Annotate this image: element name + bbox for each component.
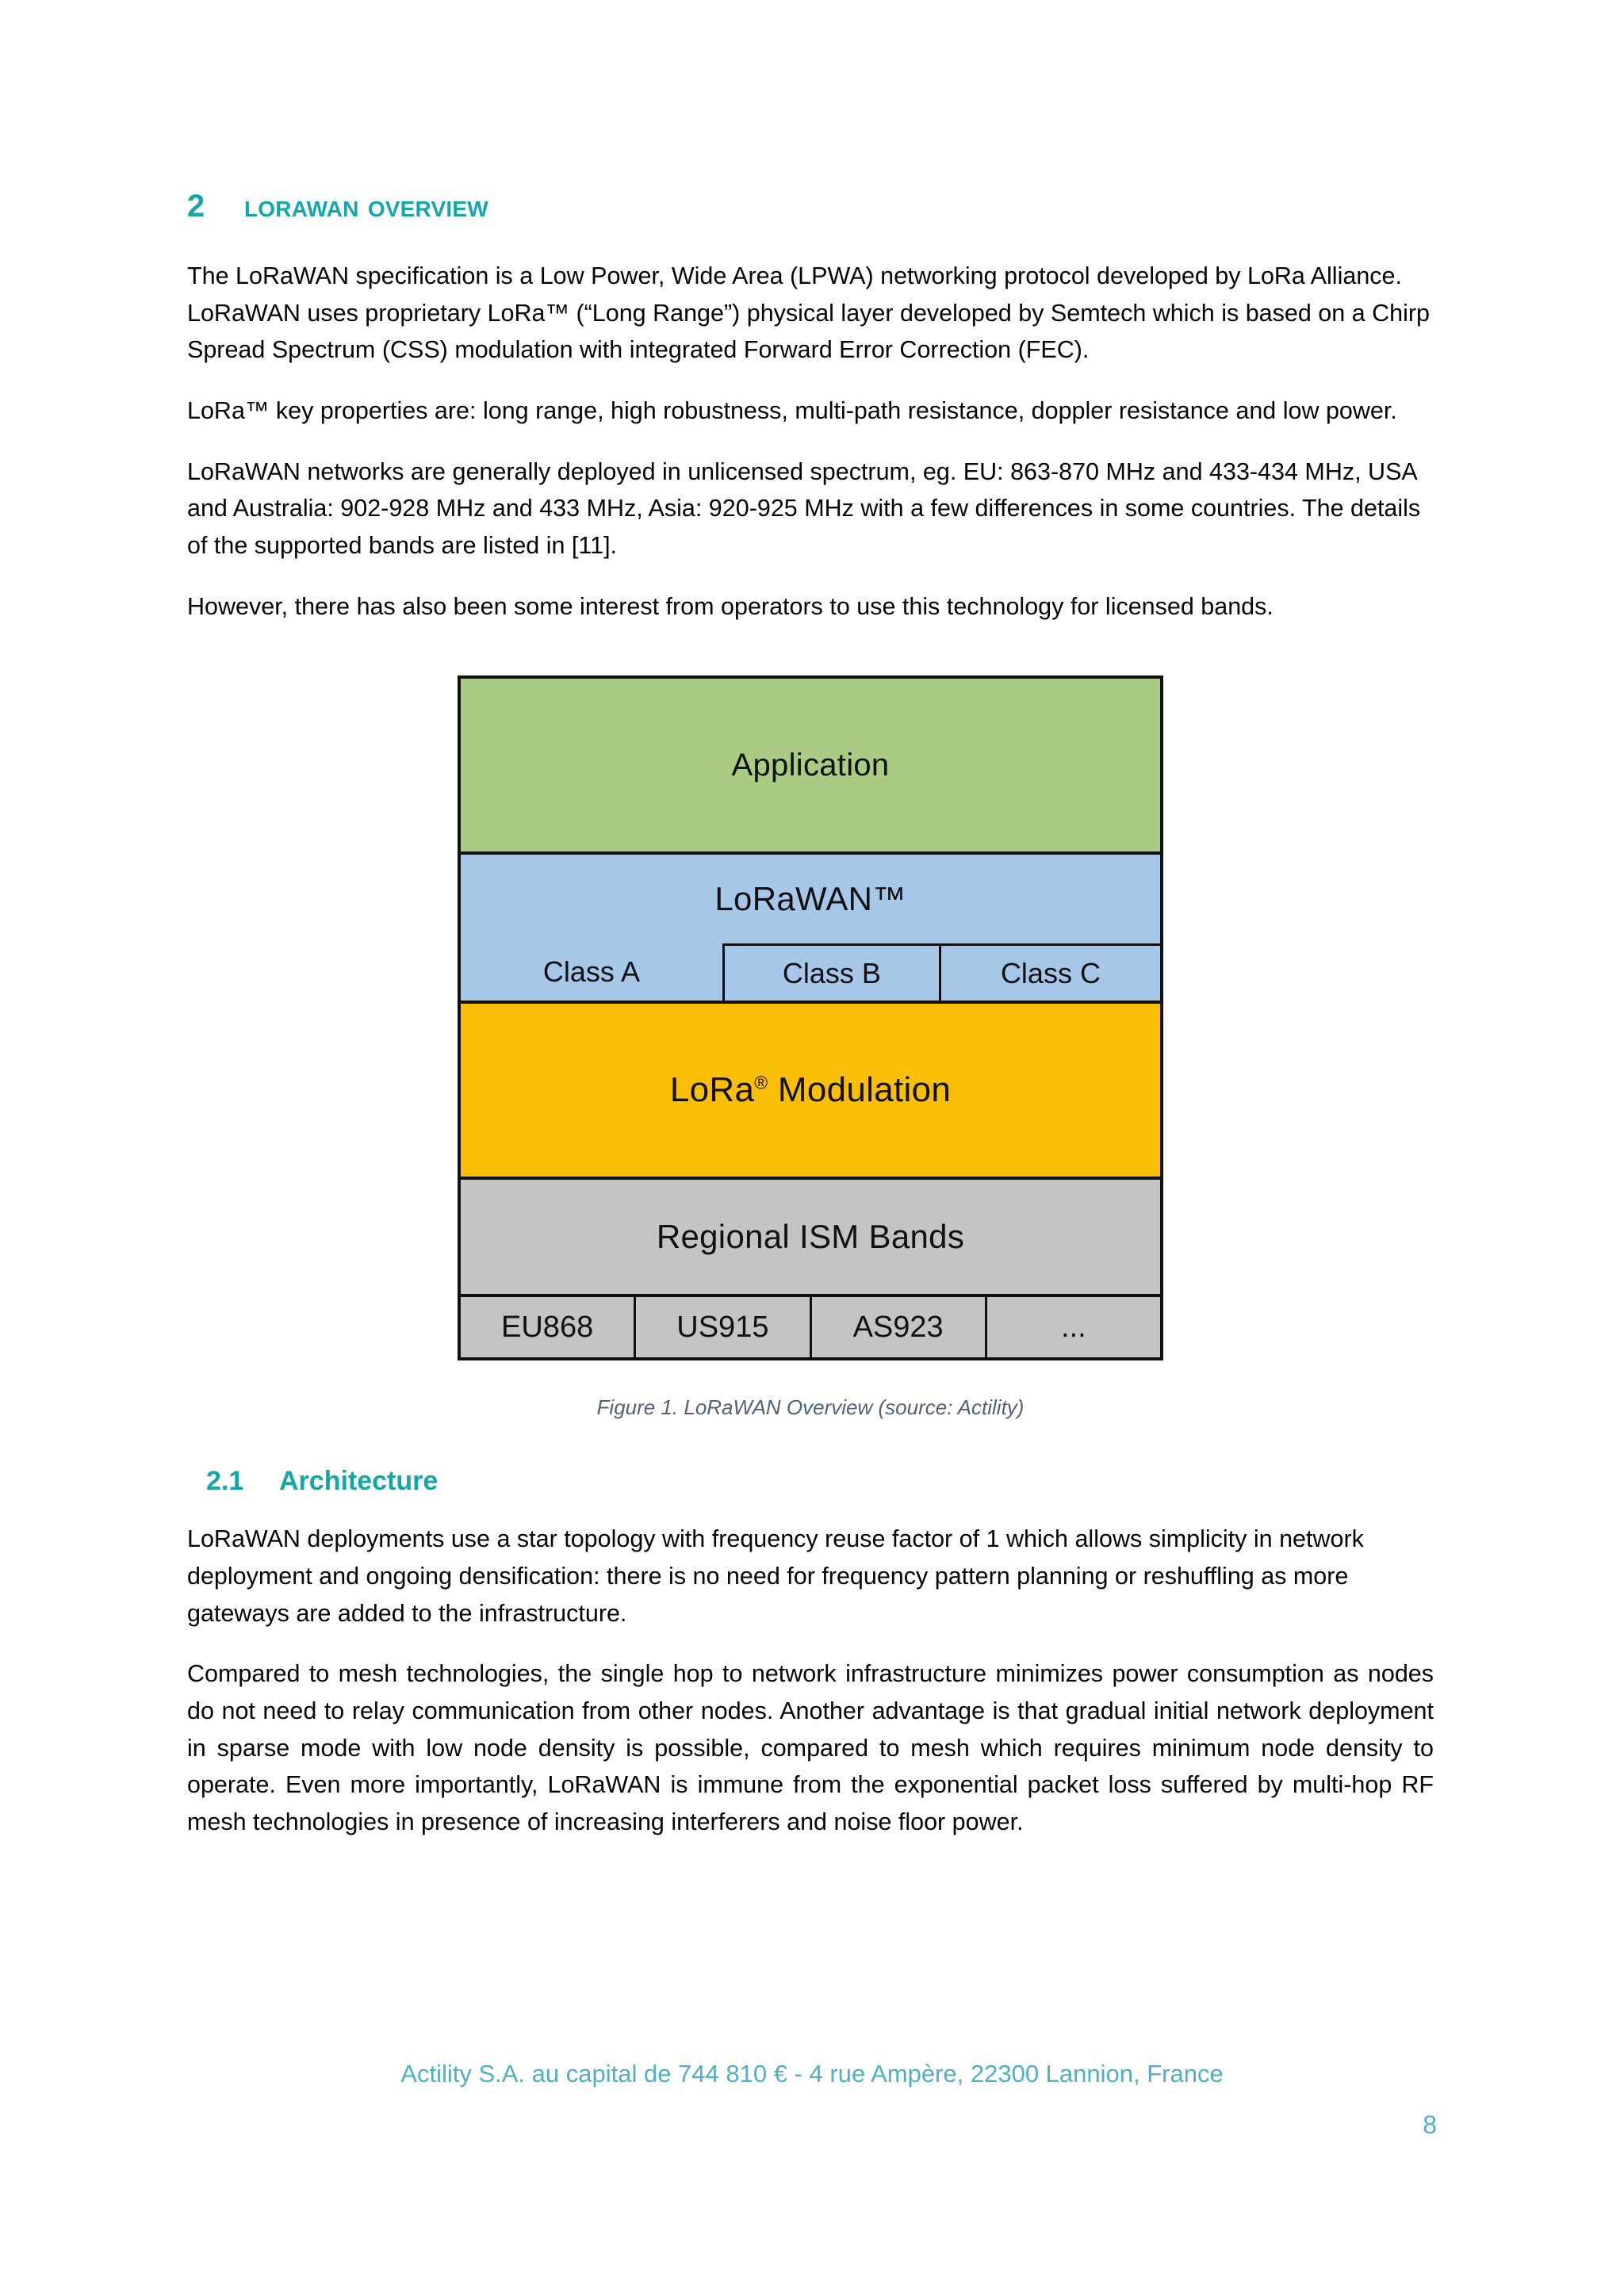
page-footer: Actility S.A. au capital de 744 810 € - 4 rue Ampère, 22300 Lannion, France xyxy=(400,2060,1224,2087)
stack-layer-modulation-label: LoRa® Modulation xyxy=(669,1070,952,1110)
stack-class-c xyxy=(941,943,1160,1001)
stack-layer-modulation xyxy=(461,1004,1160,1180)
page-content xyxy=(187,0,1434,1841)
stack-class-b-label: Class B xyxy=(782,956,881,989)
subsection-number: 2.1 xyxy=(206,1466,244,1497)
paragraph-star-topology: LoRaWAN deployments use a star topology with frequency reuse factor of 1 which allows simplicity in network deployment and ongoing densification: there is no need for frequency pattern planning or reshuffling as more gateways are added to the infrastructure. xyxy=(187,1525,1364,1627)
stack-class-a-label: Class A xyxy=(542,955,640,989)
stack-band-more xyxy=(987,1297,1160,1357)
page-number: 8 xyxy=(1423,2110,1437,2139)
stack-bands-row xyxy=(461,1297,1160,1357)
stack-class-c-label: Class C xyxy=(1000,956,1101,989)
stack-band-more-label: ... xyxy=(1061,1310,1086,1344)
stack-layer-lorawan xyxy=(461,855,1160,943)
paragraph-intro: The LoRaWAN specification is a Low Power, Wide Area (LPWA) networking protocol developed by LoRa Alliance. LoRaWAN uses proprietary LoRa™ (“Long Range”) physical layer developed by Semtech which is based on a Chirp Spread Spectrum (CSS) modulation with integrated Forward Error Correction (FEC). xyxy=(187,262,1431,364)
figure-caption: Figure 1. LoRaWAN Overview (source: Actility) xyxy=(596,1395,1025,1420)
stack-layer-ism-label: Regional ISM Bands xyxy=(656,1218,965,1256)
stack-band-eu868-label: EU868 xyxy=(501,1310,594,1344)
paragraph-mesh-comparison: Compared to mesh technologies, the single hop to network infrastructure minimizes power consumption as nodes do not need to relay communication from other nodes. Another advantage is that gradual initial network deployment in sparse mode with low node density is possible, compared to mesh which requires minimum node density to operate. Even more importantly, LoRaWAN is immune from the exponential packet loss suffered by multi-hop RF mesh technologies in presence of increasing interferers and noise floor power. xyxy=(187,1660,1434,1835)
stack-band-us915 xyxy=(636,1297,811,1357)
stack-classes-row xyxy=(461,943,1160,1004)
stack-layer-application xyxy=(461,679,1160,855)
section-number: 2 xyxy=(187,189,205,224)
stack-band-us915-label: US915 xyxy=(676,1310,769,1344)
registered-mark-icon: ® xyxy=(754,1072,768,1093)
stack-band-as923-label: AS923 xyxy=(852,1310,944,1344)
stack-layer-ism xyxy=(461,1180,1160,1297)
stack-class-a xyxy=(461,943,722,1001)
paragraph-licensed-bands: However, there has also been some interest from operators to use this technology for licensed bands. xyxy=(187,592,1274,620)
subsection-heading xyxy=(187,1420,1434,1497)
stack-class-b xyxy=(722,943,941,1001)
stack-layer-application-label: Application xyxy=(731,747,890,783)
paragraph-spectrum: LoRaWAN networks are generally deployed in unlicensed spectrum, eg. EU: 863-870 MHz and 433-434 MHz, USA and Australia: 902-928 MHz and 433 MHz, Asia: 920-925 MHz with a few differences in some countries. The details of the supported bands are listed in [11]. xyxy=(187,457,1421,559)
paragraph-key-properties: LoRa™ key properties are: long range, high robustness, multi-path resistance, doppler resistance and low power. xyxy=(187,396,1397,424)
lorawan-stack-diagram xyxy=(458,675,1163,1360)
figure-1 xyxy=(187,625,1434,1360)
stack-band-as923 xyxy=(812,1297,987,1357)
subsection-title: Architecture xyxy=(279,1466,439,1497)
section-title: lorawan overview xyxy=(244,189,488,224)
stack-band-eu868 xyxy=(461,1297,636,1357)
section-heading xyxy=(187,0,1434,224)
stack-layer-lorawan-label: LoRaWAN™ xyxy=(714,880,906,918)
